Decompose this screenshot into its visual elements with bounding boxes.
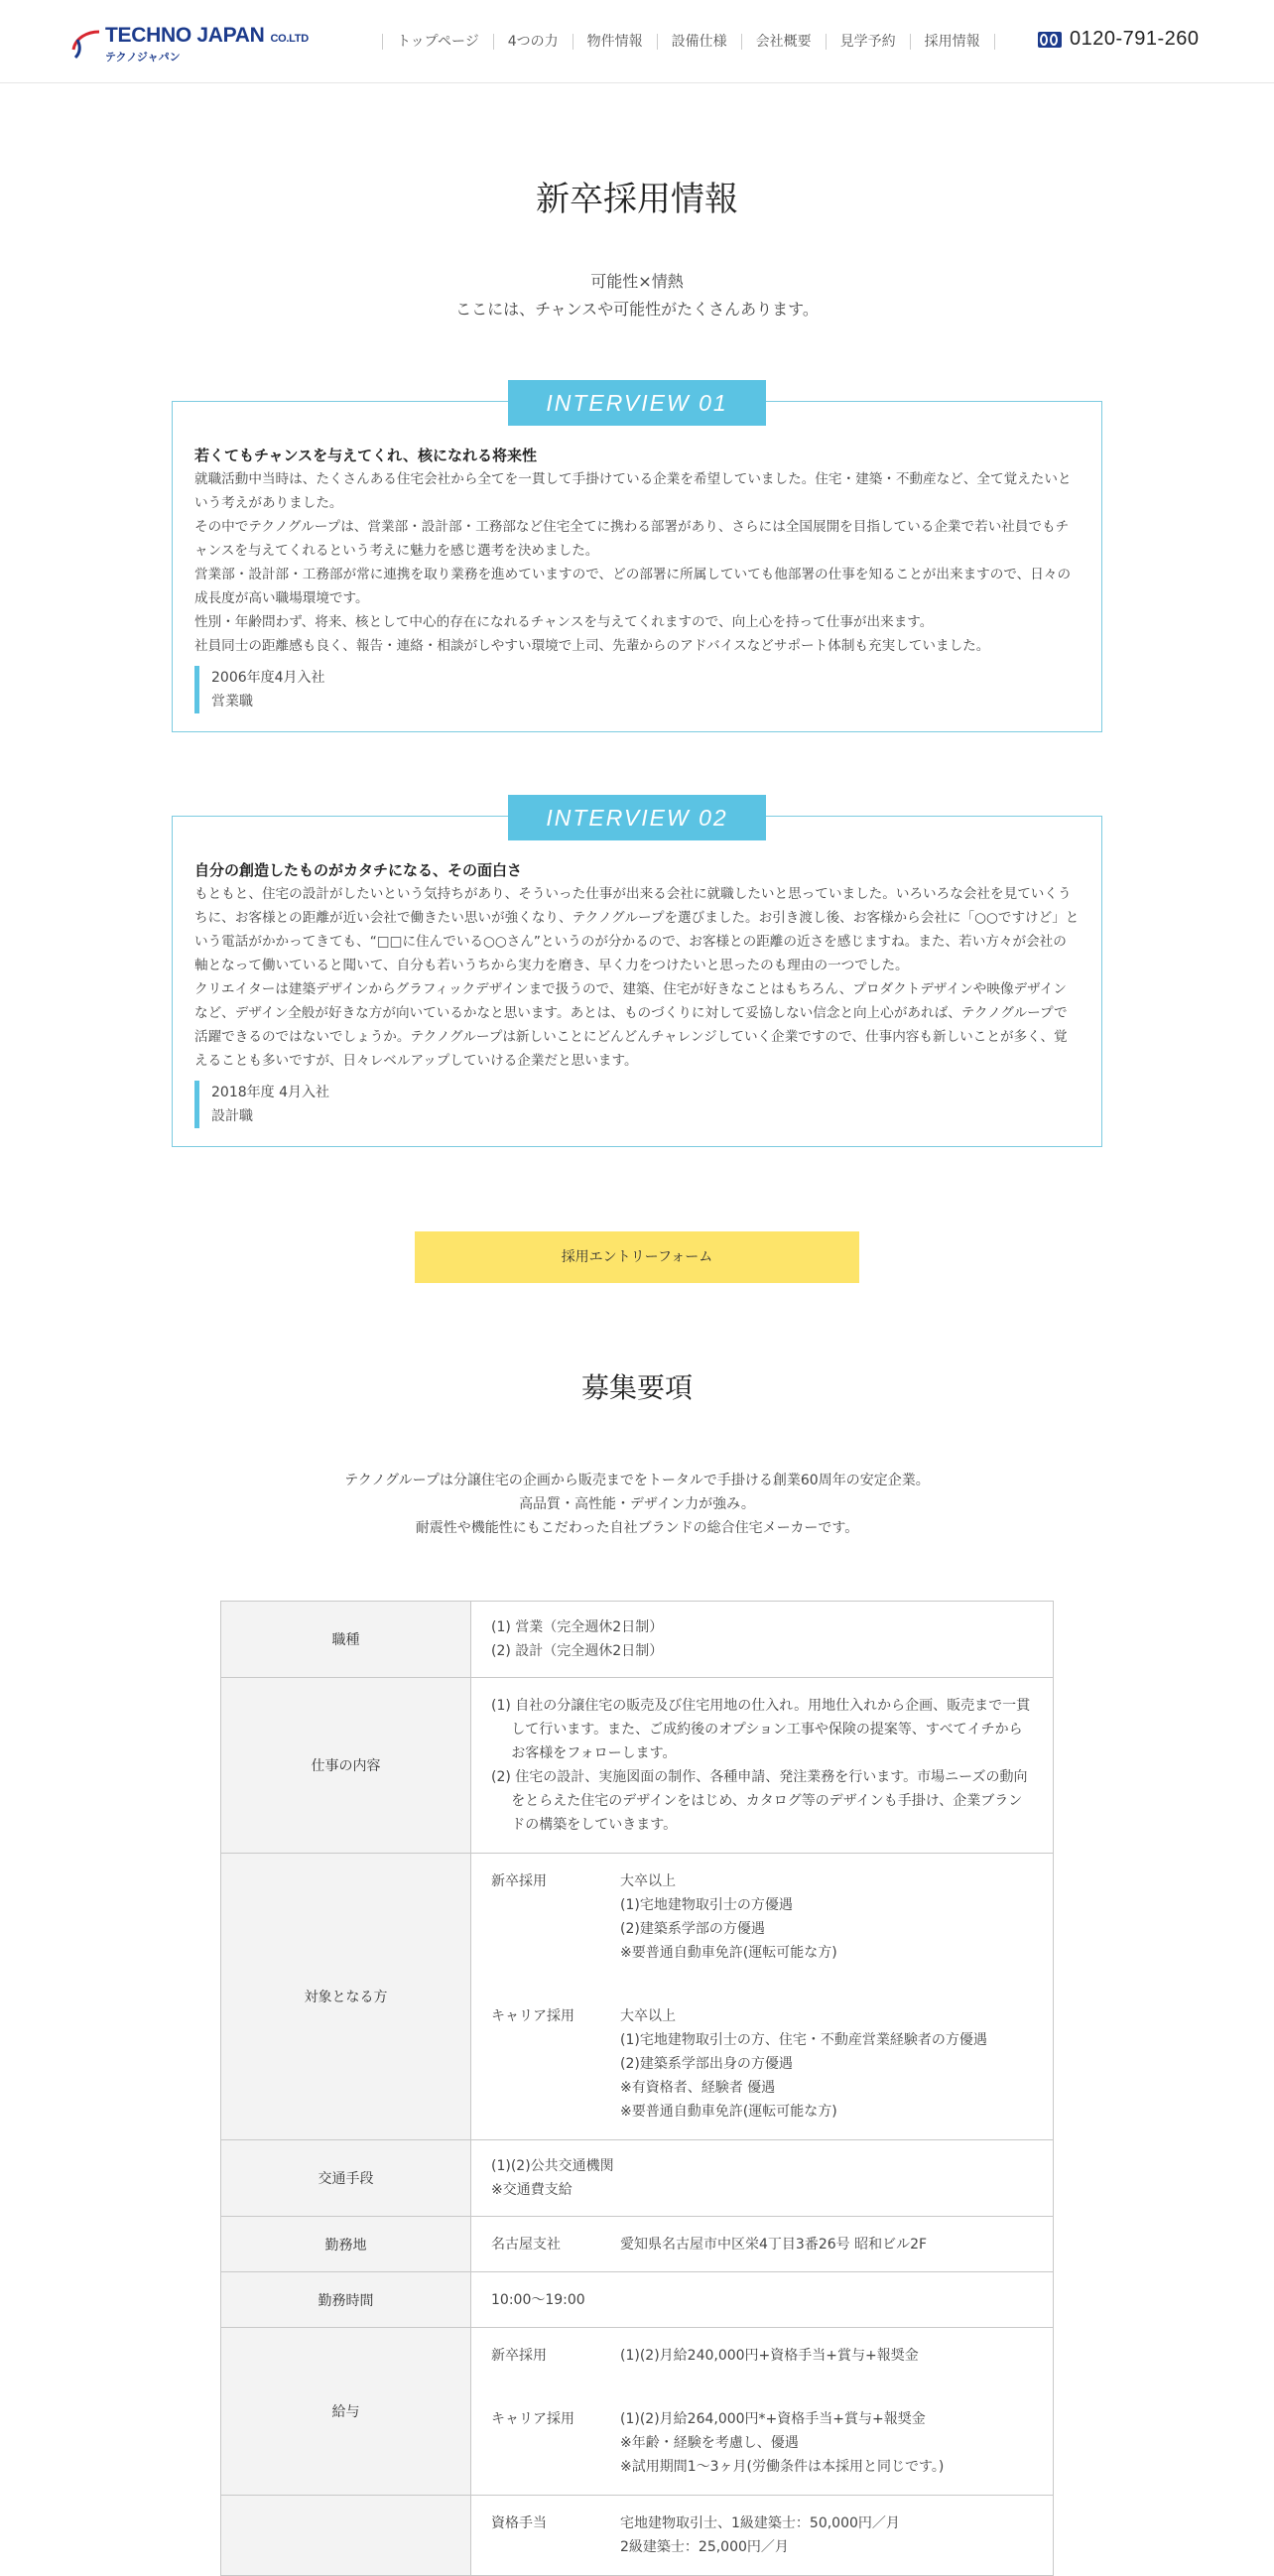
- sub-row: [491, 2004, 1033, 2124]
- sub-row: [491, 1869, 1033, 1965]
- sub-row: [491, 2407, 1033, 2479]
- phone-number: 0120-791-260: [1070, 28, 1200, 50]
- row-header: [221, 2496, 471, 2576]
- row-value: [471, 2140, 1054, 2217]
- value-line: 大卒以上: [620, 2008, 676, 2024]
- interview-paragraph: もともと、住宅の設計がしたいという気持ちがあり、そういった仕事が出来る会社に就職したいと思っていました。いろいろな会社を見ていくうちに、お客様との距離が近い会社で働きたい思いが強くなり、テクノグループを選びました。お引き渡し後、お客様から会社に「○○ですけど」という電話がかかってきても、“□□に住んでいる○○さん”というのが分かるので、お客様との距離の近さを感じますね。また、若い方々が会社の軸となって働いていると聞いて、自分も若いうちから実力を磨き、早く力をつけたいと思ったのも理由の一つでした。: [194, 886, 1080, 973]
- interview-heading: 若くてもチャンスを与えてくれ、核になれる将来性: [194, 447, 538, 464]
- sub-row: [491, 2233, 1033, 2256]
- table-row: [221, 2328, 1054, 2496]
- sub-label: キャリア採用: [491, 2411, 574, 2427]
- row-value: [471, 2217, 1054, 2272]
- sub-row: [491, 2344, 1033, 2368]
- global-nav: [382, 32, 995, 52]
- table-row: [221, 2217, 1054, 2272]
- recruit-intro-line: 耐震性や機能性にもこだわった自社ブランドの総合住宅メーカーです。: [415, 1520, 859, 1536]
- row-value: 10:00～19:00: [471, 2272, 1054, 2328]
- value-line: (1)宅地建物取引士の方優遇: [620, 1897, 793, 1913]
- interview-paragraph: 営業部・設計部・工務部が常に連携を取り業務を進めていますので、どの部署に所属していても他部署の仕事を知ることが出来ますので、日々の成長度が高い職場環境です。: [194, 567, 1072, 606]
- row-value: [471, 1678, 1054, 1854]
- phone-link[interactable]: [1038, 28, 1200, 51]
- join-year: 2018年度 4月入社: [211, 1085, 329, 1100]
- value-line: ※有資格者、経験者 優遇: [620, 2080, 776, 2096]
- value-line: (1)宅地建物取引士の方、住宅・不動産営業経験者の方優遇: [620, 2032, 987, 2048]
- nav-item-top[interactable]: トップページ: [382, 34, 493, 50]
- value-line: ※交通費支給: [491, 2182, 573, 2198]
- intro-line: ここには、チャンスや可能性がたくさんあります。: [455, 300, 819, 319]
- interviewee-info: [194, 666, 1080, 713]
- interview-body: [194, 882, 1080, 1073]
- value-line: (2) 設計（完全週休2日制）: [491, 1643, 664, 1659]
- row-value: [471, 2496, 1054, 2576]
- row-header: 勤務地: [221, 2217, 471, 2272]
- nav-item-four-powers[interactable]: 4つの力: [493, 34, 573, 50]
- row-value: [471, 2328, 1054, 2496]
- join-year: 2006年度4月入社: [211, 670, 325, 686]
- interview-02-tag: INTERVIEW 02: [508, 795, 766, 840]
- value-line: (1) 営業（完全週休2日制）: [491, 1619, 664, 1635]
- sub-value: [620, 2004, 1033, 2124]
- nav-item-recruit[interactable]: 採用情報: [910, 34, 995, 50]
- entry-form-button[interactable]: 採用エントリーフォーム: [415, 1231, 859, 1283]
- table-row: [221, 1678, 1054, 1854]
- sub-value: [620, 2407, 1033, 2479]
- value-line: 2級建築士：25,000円／月: [620, 2539, 789, 2555]
- interview-02-box: [172, 816, 1102, 1147]
- value-line: ※試用期間1～3ヶ月(労働条件は本採用と同じです。): [620, 2459, 945, 2475]
- interview-heading: 自分の創造したものがカタチになる、その面白さ: [194, 861, 523, 879]
- job-role: 営業職: [211, 694, 253, 709]
- value-line: (1)(2)公共交通機関: [491, 2158, 614, 2174]
- nav-item-tour[interactable]: 見学予約: [826, 34, 910, 50]
- value-line: 宅地建物取引士、1級建築士：50,000円／月: [620, 2515, 900, 2531]
- logo-kana: テクノジャパン: [105, 51, 181, 64]
- sub-label: 名古屋支社: [491, 2236, 561, 2253]
- interview-01-tag: INTERVIEW 01: [508, 380, 766, 426]
- row-header: 職種: [221, 1602, 471, 1678]
- sub-value: [620, 2512, 1033, 2559]
- value-line: ※年齢・経験を考慮し、優遇: [620, 2435, 799, 2451]
- nav-item-properties[interactable]: 物件情報: [573, 34, 657, 50]
- value-line: (1)(2)月給264,000円*+資格手当+賞与+報奨金: [620, 2411, 926, 2427]
- sub-label: キャリア採用: [491, 2008, 574, 2024]
- row-value: [471, 1854, 1054, 2140]
- row-header: 交通手段: [221, 2140, 471, 2217]
- recruit-title: 募集要項: [580, 1371, 693, 1404]
- spacer: [491, 1965, 1033, 2004]
- interview-paragraph: 社員同士の距離感も良く、報告・連絡・相談がしやすい環境で上司、先輩からのアドバイスなどサポート体制も充実していました。: [194, 638, 990, 654]
- page-intro: [0, 268, 1274, 323]
- free-dial-icon: [1038, 32, 1062, 48]
- sub-label: 資格手当: [491, 2515, 547, 2531]
- table-row: [221, 1854, 1054, 2140]
- row-header: 勤務時間: [221, 2272, 471, 2328]
- recruit-intro-line: テクノグループは分譲住宅の企画から販売までをトータルで手掛ける創業60周年の安定企業。: [344, 1473, 930, 1488]
- value-line: ※要普通自動車免許(運転可能な方): [620, 2104, 837, 2120]
- nav-item-equipment[interactable]: 設備仕様: [657, 34, 741, 50]
- interview-paragraph: その中でテクノグループは、営業部・設計部・工務部など住宅全てに携わる部署があり、さらには全国展開を目指している企業で若い社員でもチャンスを与えてくれるという考えに魅力を感じ選考を決めました。: [194, 519, 1070, 559]
- interview-paragraph: 就職活動中当時は、たくさんある住宅会社から全てを一貫して手掛けている企業を希望していました。住宅・建築・不動産など、全て覚えたいという考えがありました。: [194, 471, 1072, 511]
- sub-label: 新卒採用: [491, 1873, 547, 1889]
- requirements-table: [220, 1601, 1054, 2576]
- logo[interactable]: [69, 24, 308, 64]
- page-title: 新卒採用情報: [536, 180, 738, 219]
- recruit-intro-line: 高品質・高性能・デザイン力が強み。: [519, 1496, 755, 1512]
- sub-label: 新卒採用: [491, 2348, 547, 2364]
- value-line: 大卒以上: [620, 1873, 676, 1889]
- table-row: [221, 2496, 1054, 2576]
- interview-body: [194, 467, 1080, 658]
- value-line: (2)建築系学部の方優遇: [620, 1921, 765, 1937]
- table-row: [221, 2140, 1054, 2217]
- row-value: [471, 1602, 1054, 1678]
- intro-line: 可能性×情熱: [590, 272, 684, 291]
- interviewee-info: [194, 1081, 1080, 1128]
- table-row: [221, 1602, 1054, 1678]
- sub-value: [620, 1869, 1033, 1965]
- site-header: [0, 0, 1274, 83]
- recruit-intro: [0, 1469, 1274, 1540]
- interview-01-box: [172, 401, 1102, 732]
- row-header: 対象となる方: [221, 1854, 471, 2140]
- row-header: 給与: [221, 2328, 471, 2496]
- nav-item-company[interactable]: 会社概要: [741, 34, 826, 50]
- row-header: 仕事の内容: [221, 1678, 471, 1854]
- interview-paragraph: クリエイターは建築デザインからグラフィックデザインまで扱うので、建築、住宅が好きなことはもちろん、プロダクトデザインや映像デザインなど、デザイン全般が好きな方が向いているかなと思います。あとは、ものづくりに対して妥協しない信念と向上心があれば、テクノグループで活躍できるのではないでしょうか。テクノグループは新しいことにどんどんチャレンジしていく企業ですので、仕事内容も新しいことが多く、覚えることも多いですが、日々レベルアップしていける企業だと思います。: [194, 981, 1068, 1069]
- logo-swoosh-icon: [69, 26, 103, 60]
- sub-value: 愛知県名古屋市中区栄4丁目3番26号 昭和ビル2F: [620, 2236, 928, 2253]
- value-line: ※要普通自動車免許(運転可能な方): [620, 1945, 837, 1961]
- job-role: 設計職: [211, 1108, 253, 1124]
- value-line: (1) 自社の分譲住宅の販売及び住宅用地の仕入れ。用地仕入れから企画、販売まで一貫して行います。また、ご成約後のオプション工事や保険の提案等、すべてイチからお客様をフォローします。: [491, 1698, 1031, 1761]
- table-row: [221, 2272, 1054, 2328]
- interview-paragraph: 性別・年齢問わず、将来、核として中心的存在になれるチャンスを与えてくれますので、向上心を持って仕事が出来ます。: [194, 614, 934, 630]
- sub-row: [491, 2512, 1033, 2559]
- logo-text: TECHNO JAPAN CO.LTD: [105, 24, 309, 47]
- value-line: (2)建築系学部出身の方優遇: [620, 2056, 793, 2072]
- value-line: (2) 住宅の設計、実施図面の制作、各種申請、発注業務を行います。市場ニーズの動向をとらえた住宅のデザインをはじめ、カタログ等のデザインも手掛け、企業ブランドの構築をしていきます。: [491, 1769, 1028, 1833]
- sub-value: (1)(2)月給240,000円+資格手当+賞与+報奨金: [620, 2348, 919, 2364]
- spacer: [491, 2368, 1033, 2407]
